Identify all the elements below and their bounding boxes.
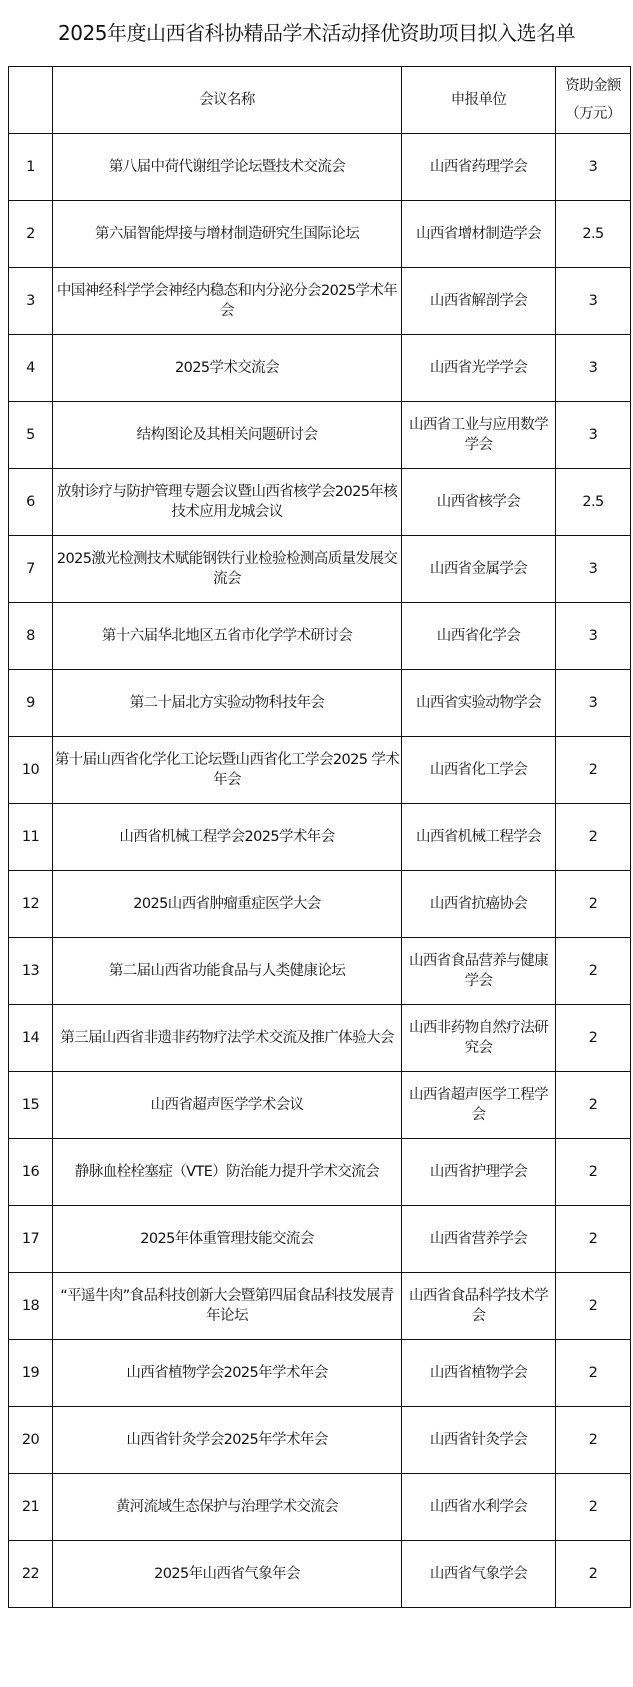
row-applicant-unit: 山西省核学会 (402, 469, 556, 536)
row-applicant-unit: 山西省水利学会 (402, 1474, 556, 1541)
row-conference-name: 第二届山西省功能食品与人类健康论坛 (53, 938, 402, 1005)
row-index: 1 (9, 134, 53, 201)
table-header-row (9, 67, 631, 134)
header-funding-amount-unit: （万元） (565, 106, 621, 122)
row-index: 20 (9, 1407, 53, 1474)
row-applicant-unit: 山西省护理学会 (402, 1139, 556, 1206)
row-conference-name: 2025学术交流会 (53, 335, 402, 402)
row-applicant-unit: 山西省化学会 (402, 603, 556, 670)
header-funding-amount-label: 资助金额 (565, 78, 621, 94)
row-conference-name: 第十六届华北地区五省市化学学术研讨会 (53, 603, 402, 670)
row-applicant-unit: 山西省食品科学技术学会 (402, 1273, 556, 1340)
row-funding-amount: 3 (556, 670, 631, 737)
row-funding-amount: 2 (556, 1005, 631, 1072)
row-index: 12 (9, 871, 53, 938)
row-conference-name: 山西省针灸学会2025年学术年会 (53, 1407, 402, 1474)
table-row (9, 737, 631, 804)
row-funding-amount: 2 (556, 1072, 631, 1139)
row-applicant-unit: 山西省化工学会 (402, 737, 556, 804)
row-funding-amount: 2 (556, 1139, 631, 1206)
row-funding-amount: 2 (556, 1273, 631, 1340)
row-conference-name: 第三届山西省非遗非药物疗法学术交流及推广体验大会 (53, 1005, 402, 1072)
table-row (9, 1206, 631, 1273)
row-funding-amount: 2 (556, 804, 631, 871)
row-applicant-unit: 山西省解剖学会 (402, 268, 556, 335)
header-applicant-unit: 申报单位 (402, 67, 556, 134)
table-row (9, 670, 631, 737)
row-applicant-unit: 山西省针灸学会 (402, 1407, 556, 1474)
row-applicant-unit: 山西非药物自然疗法研究会 (402, 1005, 556, 1072)
row-index: 22 (9, 1541, 53, 1608)
row-funding-amount: 3 (556, 603, 631, 670)
row-index: 11 (9, 804, 53, 871)
row-funding-amount: 2 (556, 1206, 631, 1273)
row-conference-name: 第二十届北方实验动物科技年会 (53, 670, 402, 737)
table-row (9, 268, 631, 335)
row-funding-amount: 2 (556, 1407, 631, 1474)
row-conference-name: 2025山西省肿瘤重症医学大会 (53, 871, 402, 938)
header-index (9, 67, 53, 134)
row-index: 6 (9, 469, 53, 536)
table-row (9, 1139, 631, 1206)
row-funding-amount: 2 (556, 737, 631, 804)
table-row (9, 603, 631, 670)
header-funding-amount (556, 67, 631, 134)
row-funding-amount: 2 (556, 1541, 631, 1608)
row-index: 14 (9, 1005, 53, 1072)
row-applicant-unit: 山西省超声医学工程学会 (402, 1072, 556, 1139)
table-row (9, 804, 631, 871)
table-row (9, 1407, 631, 1474)
row-conference-name: 2025年山西省气象年会 (53, 1541, 402, 1608)
row-conference-name: 静脉血栓栓塞症（VTE）防治能力提升学术交流会 (53, 1139, 402, 1206)
table-row (9, 1474, 631, 1541)
row-conference-name: 山西省超声医学学术会议 (53, 1072, 402, 1139)
row-funding-amount: 3 (556, 335, 631, 402)
row-index: 10 (9, 737, 53, 804)
table-row (9, 469, 631, 536)
row-index: 19 (9, 1340, 53, 1407)
row-conference-name: 2025激光检测技术赋能钢铁行业检验检测高质量发展交流会 (53, 536, 402, 603)
row-index: 18 (9, 1273, 53, 1340)
row-applicant-unit: 山西省抗癌协会 (402, 871, 556, 938)
row-index: 9 (9, 670, 53, 737)
row-funding-amount: 2 (556, 938, 631, 1005)
row-index: 13 (9, 938, 53, 1005)
table-row (9, 201, 631, 268)
table-row (9, 1072, 631, 1139)
funding-list-table (8, 66, 631, 1608)
row-conference-name: 结构图论及其相关问题研讨会 (53, 402, 402, 469)
row-index: 2 (9, 201, 53, 268)
row-funding-amount: 2.5 (556, 201, 631, 268)
row-applicant-unit: 山西省增材制造学会 (402, 201, 556, 268)
row-funding-amount: 2.5 (556, 469, 631, 536)
row-conference-name: 黄河流域生态保护与治理学术交流会 (53, 1474, 402, 1541)
table-row (9, 536, 631, 603)
row-applicant-unit: 山西省食品营养与健康学会 (402, 938, 556, 1005)
row-conference-name: 第六届智能焊接与增材制造研究生国际论坛 (53, 201, 402, 268)
row-conference-name: 第十届山西省化学化工论坛暨山西省化工学会2025 学术年会 (53, 737, 402, 804)
row-index: 16 (9, 1139, 53, 1206)
row-conference-name: “平遥牛肉”食品科技创新大会暨第四届食品科技发展青年论坛 (53, 1273, 402, 1340)
row-applicant-unit: 山西省气象学会 (402, 1541, 556, 1608)
table-row (9, 1541, 631, 1608)
row-applicant-unit: 山西省药理学会 (402, 134, 556, 201)
row-conference-name: 第八届中荷代谢组学论坛暨技术交流会 (53, 134, 402, 201)
row-index: 3 (9, 268, 53, 335)
row-conference-name: 山西省植物学会2025年学术年会 (53, 1340, 402, 1407)
row-conference-name: 中国神经科学学会神经内稳态和内分泌分会2025学术年会 (53, 268, 402, 335)
row-index: 21 (9, 1474, 53, 1541)
row-index: 7 (9, 536, 53, 603)
table-row (9, 938, 631, 1005)
row-funding-amount: 3 (556, 268, 631, 335)
row-funding-amount: 3 (556, 134, 631, 201)
row-index: 8 (9, 603, 53, 670)
page-title: 2025年度山西省科协精品学术活动择优资助项目拟入选名单 (58, 21, 575, 45)
table-row (9, 335, 631, 402)
row-funding-amount: 3 (556, 536, 631, 603)
row-applicant-unit: 山西省机械工程学会 (402, 804, 556, 871)
row-conference-name: 山西省机械工程学会2025学术年会 (53, 804, 402, 871)
row-conference-name: 2025年体重管理技能交流会 (53, 1206, 402, 1273)
row-funding-amount: 2 (556, 1340, 631, 1407)
table-row (9, 1005, 631, 1072)
table-row (9, 871, 631, 938)
row-applicant-unit: 山西省植物学会 (402, 1340, 556, 1407)
row-applicant-unit: 山西省营养学会 (402, 1206, 556, 1273)
table-row (9, 134, 631, 201)
header-conference-name: 会议名称 (53, 67, 402, 134)
row-index: 17 (9, 1206, 53, 1273)
row-index: 15 (9, 1072, 53, 1139)
table-row (9, 402, 631, 469)
row-applicant-unit: 山西省光学学会 (402, 335, 556, 402)
row-index: 4 (9, 335, 53, 402)
table-row (9, 1273, 631, 1340)
row-funding-amount: 2 (556, 1474, 631, 1541)
row-funding-amount: 2 (556, 871, 631, 938)
row-index: 5 (9, 402, 53, 469)
row-applicant-unit: 山西省工业与应用数学学会 (402, 402, 556, 469)
table-row (9, 1340, 631, 1407)
row-funding-amount: 3 (556, 402, 631, 469)
row-applicant-unit: 山西省金属学会 (402, 536, 556, 603)
row-conference-name: 放射诊疗与防护管理专题会议暨山西省核学会2025年核技术应用龙城会议 (53, 469, 402, 536)
row-applicant-unit: 山西省实验动物学会 (402, 670, 556, 737)
